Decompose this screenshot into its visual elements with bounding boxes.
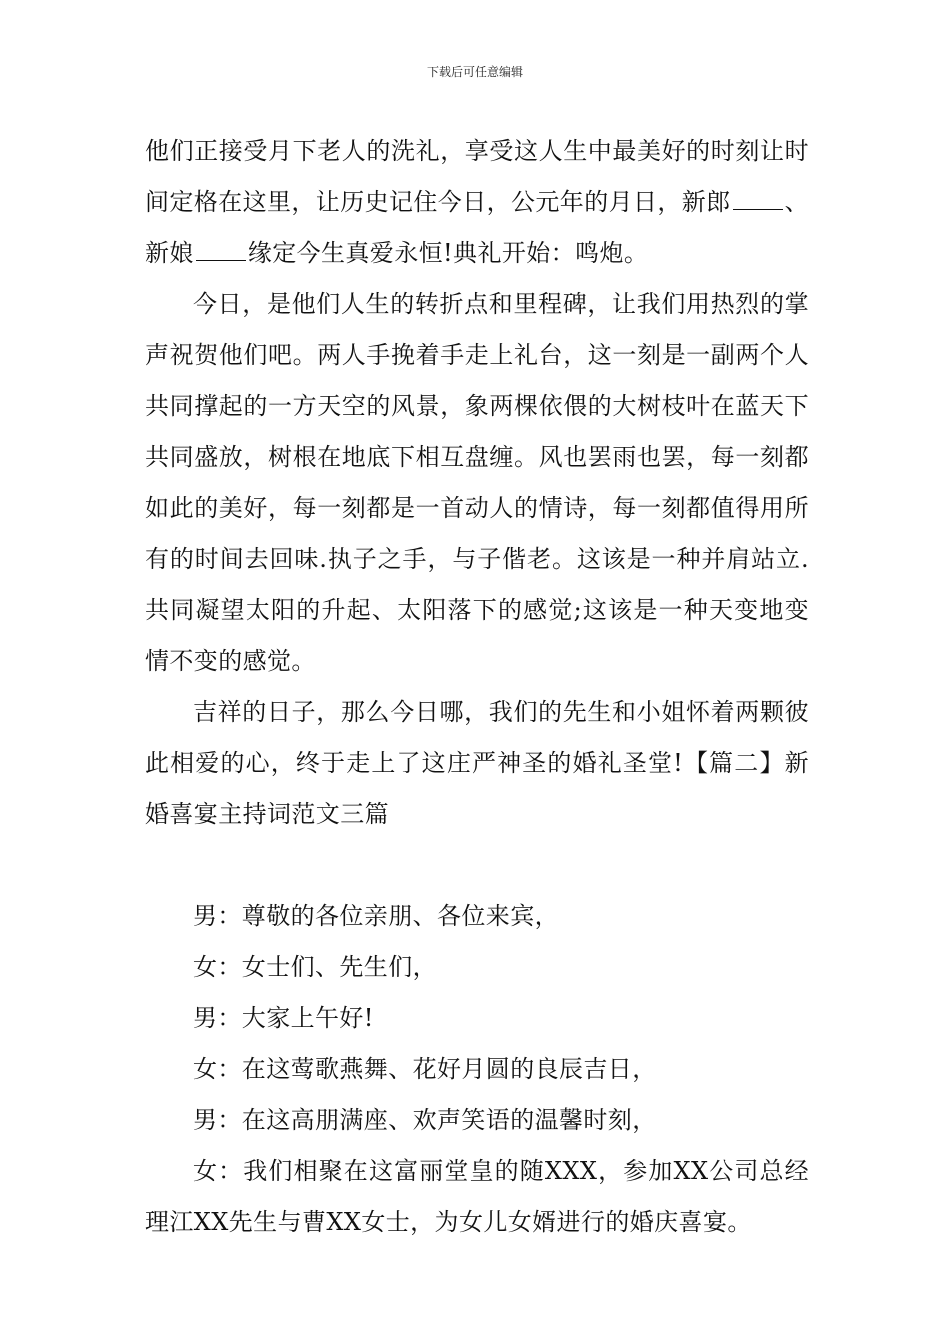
- paragraph-2: 今日，是他们人生的转折点和里程碑，让我们用热烈的掌声祝贺他们吧。两人手挽着手走上礼台，这一刻是一副两个人共同撑起的一方天空的风景，象两棵依偎的大树枝叶在蓝天下共同盛放，树根在地底下相互盘缠。风也罢雨也罢，每一刻都如此的美好，每一刻都是一首动人的情诗，每一刻都值得用所有的时间去回味.执子之手，与子偕老。这该是一种并肩站立.共同凝望太阳的升起、太阳落下的感觉;这该是一种天变地变情不变的感觉。: [145, 290, 809, 675]
- dialogue-line-3: 男：大家上午好!: [193, 1004, 374, 1032]
- paragraph-1-part-a: 他们正接受月下老人的洗礼，享受这人生中最美好的时刻让时间定格在这里，让历史记住今日，公元年的月日，新郎: [145, 137, 809, 216]
- paragraph-1-part-b: 、新娘: [145, 188, 810, 267]
- paragraph-3: 吉祥的日子，那么今日哪，我们的先生和小姐怀着两颗彼此相爱的心，终于走上了这庄严神圣的婚礼圣堂!【篇二】新婚喜宴主持词范文三篇: [145, 698, 809, 828]
- blank-bride-name: [196, 238, 246, 261]
- dialogue-line-1: 男：尊敬的各位亲朋、各位来宾，: [193, 902, 559, 930]
- dialogue-line-2: 女：女士们、先生们，: [193, 953, 437, 981]
- page-header: 下载后可任意编辑: [426, 65, 523, 79]
- paragraph-1-part-c: 缘定今生真爱永恒!典礼开始：鸣炮。: [247, 239, 649, 267]
- dialogue-line-5: 男：在这高朋满座、欢声笑语的温馨时刻，: [193, 1106, 657, 1134]
- document-body: [145, 126, 809, 1248]
- dialogue-line-4: 女：在这莺歌燕舞、花好月圆的良辰吉日，: [193, 1055, 657, 1083]
- dialogue-line-6: 女：我们相聚在这富丽堂皇的随XXX，参加XX公司总经理江XX先生与曹XX女士，为女儿女婿进行的婚庆喜宴。: [145, 1157, 809, 1236]
- paragraph-1: [145, 126, 809, 279]
- blank-groom-name: [733, 187, 783, 210]
